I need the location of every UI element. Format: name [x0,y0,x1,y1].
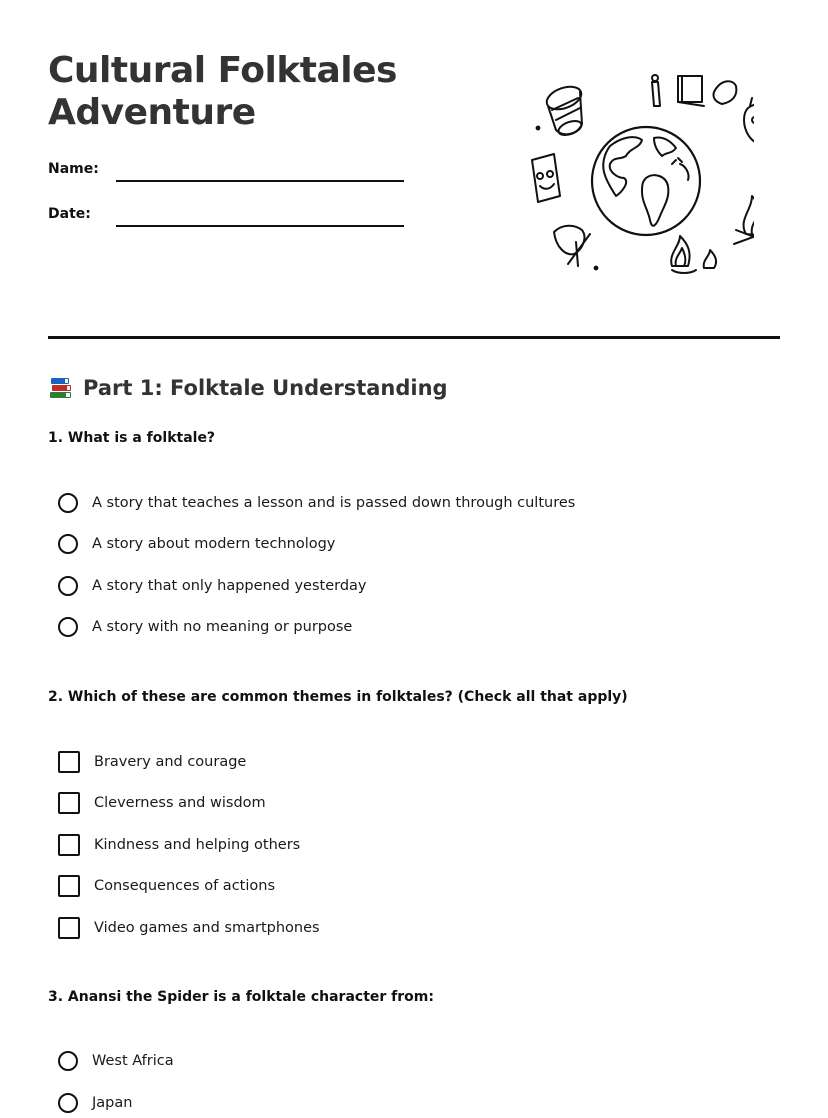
books-icon [48,375,74,401]
q1-option-1[interactable] [58,491,575,515]
option-label: West Africa [92,1053,174,1069]
option-label: Video games and smartphones [94,920,320,936]
radio-button[interactable] [58,1051,78,1071]
radio-button[interactable] [58,576,78,596]
date-label: Date: [48,206,91,222]
name-label: Name: [48,161,99,177]
question-3-prompt: 3. Anansi the Spider is a folktale character from: [48,989,434,1005]
part1-heading [48,374,448,402]
option-label: Kindness and helping others [94,837,301,853]
option-label: Consequences of actions [94,878,275,894]
radio-button[interactable] [58,617,78,637]
option-label: A story with no meaning or purpose [92,619,353,635]
q2-option-1[interactable] [58,750,246,774]
checkbox[interactable] [58,875,80,897]
q3-option-1[interactable] [58,1049,174,1073]
q1-option-3[interactable] [58,574,367,598]
option-label: Bravery and courage [94,754,247,770]
date-line[interactable] [116,225,404,227]
part1-heading-text: Part 1: Folktale Understanding [83,376,448,400]
option-label: A story about modern technology [92,536,336,552]
checkbox[interactable] [58,917,80,939]
q2-option-5[interactable] [58,916,320,940]
q3-option-2[interactable] [58,1091,132,1115]
q2-option-4[interactable] [58,874,275,898]
world-folktales-icon [526,68,754,296]
radio-button[interactable] [58,1093,78,1113]
date-field[interactable] [48,205,408,235]
option-label: A story that teaches a lesson and is passed down through cultures [92,495,576,511]
q1-option-2[interactable] [58,532,335,556]
checkbox[interactable] [58,751,80,773]
radio-button[interactable] [58,534,78,554]
option-label: Japan [92,1095,133,1111]
q2-option-2[interactable] [58,791,266,815]
option-label: A story that only happened yesterday [92,578,367,594]
worksheet-title: Cultural Folktales Adventure [48,50,397,133]
name-line[interactable] [116,180,404,182]
q2-option-3[interactable] [58,833,300,857]
section-divider [48,336,780,339]
q1-option-4[interactable] [58,615,352,639]
name-field[interactable] [48,160,408,190]
worksheet-page [48,0,780,1118]
checkbox[interactable] [58,834,80,856]
checkbox[interactable] [58,792,80,814]
option-label: Cleverness and wisdom [94,795,266,811]
question-1-prompt: 1. What is a folktale? [48,430,216,446]
question-2-prompt: 2. Which of these are common themes in folktales? (Check all that apply) [48,689,628,705]
radio-button[interactable] [58,493,78,513]
